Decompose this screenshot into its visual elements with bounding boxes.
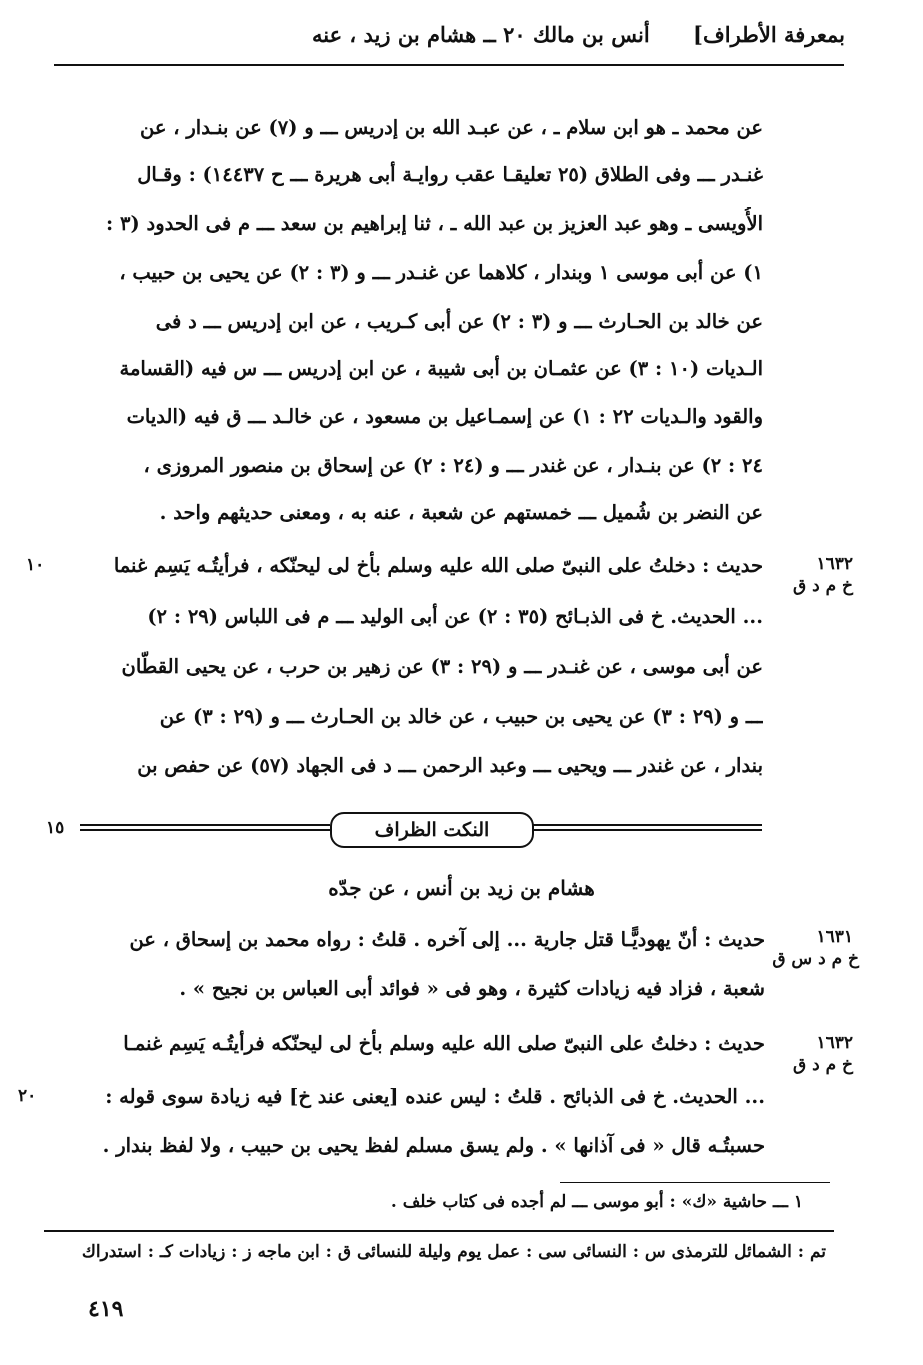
text-line: والقود والـديات ٢٢ : ١) عن إسمـاعيل بن مسعود ، عن خالـد ـــ ق فيه (الديات (126, 405, 763, 428)
footnote-rule (560, 1182, 830, 1183)
line-number-20: ٢٠ (18, 1086, 37, 1106)
banner-rule-right (530, 824, 762, 831)
running-header-right: بمعرفة الأطراف] (693, 22, 845, 47)
footnote: ١ ـــ حاشية «ك» : أبو موسى ـــ لم أجده فى كتاب خلف . (390, 1192, 803, 1212)
text-line: ... الحديث. خ فى الذبـائح (٣٥ : ٢) عن أبى الوليد ـــ م فى اللباس (٢٩ : ٢) (147, 605, 763, 628)
text-line: ـــ و (٢٩ : ٣) عن يحيى بن حبيب ، عن خالد بن الحـارث ـــ و (٢٩ : ٣) عن (159, 705, 763, 728)
text-line: ٢٤ : ٢) عن بنـدار ، عن غندر ـــ و (٢٤ : ٢) عن إسحاق بن منصور المروزى ، (143, 454, 763, 477)
legend-rule (44, 1230, 834, 1232)
entry-codes: خ م د ق (792, 576, 853, 596)
entry-number: ١٦٣٢ (816, 1033, 853, 1053)
running-header-center: أنس بن مالك ٢٠ ــ هشام بن زيد ، عنه (312, 22, 650, 47)
text-line: شعبة ، فزاد فيه زيادات كثيرة ، وهو فى « فوائد أبى العباس بن نجيح » . (179, 977, 765, 1000)
text-line: الأُويسى ـ وهو عبد العزيز بن عبد الله ـ ، ثنا إبراهيم بن سعد ـــ م فى الحدود (٣ : (106, 212, 763, 235)
text-line: ... الحديث. خ فى الذبائح . قلتُ : ليس عنده [يعنى عند خ] فيه زيادة سوى قوله : (105, 1085, 765, 1108)
text-line: حديث : أنّ يهوديًّـا قتل جارية ... إلى آخره . قلتُ : رواه محمد بن إسحاق ، عن (129, 928, 765, 951)
text-line: عن محمد ـ هو ابن سلام ـ ، عن عبـد الله بن إدريس ـــ و (٧) عن بنـدار ، عن (140, 116, 763, 139)
entry-codes: خ م د س ق (772, 949, 859, 969)
header-rule (54, 64, 844, 66)
text-line: الـديات (١٠ : ٣) عن عثمـان بن أبى شيبة ، عن ابن إدريس ـــ س فيه (القسامة (119, 357, 763, 380)
text-line: ١) عن أبى موسى ١ وبندار ، كلاهما عن غنـدر ـــ و (٣ : ٢) عن يحيى بن حبيب ، (119, 261, 763, 284)
entry-number: ١٦٣٢ (816, 554, 853, 574)
entry-number: ١٦٣١ (816, 927, 853, 947)
page-number: ٤١٩ (88, 1296, 124, 1322)
text-line: حديث : دخلتُ على النبىّ صلى الله عليه وسلم بأخ لى ليحنّكه ، فرأيتُـه يَسِم غنما (113, 554, 763, 577)
text-line: عن النضر بن شُميل ـــ خمستهم عن شعبة ، عنه به ، ومعنى حديثهم واحد . (159, 501, 763, 524)
text-line: حديث : دخلتُ على النبىّ صلى الله عليه وسلم بأخ لى ليحنّكه فرأيتُـه يَسِم غنمـا (123, 1032, 765, 1055)
text-line: عن أبى موسى ، عن غنـدر ـــ و (٢٩ : ٣) عن زهير بن حرب ، عن يحيى القطّان (121, 655, 763, 678)
line-number-15: ١٥ (46, 818, 65, 838)
text-line: بندار ، عن غندر ـــ ويحيى ـــ وعبد الرحمن ـــ د فى الجهاد (٥٧) عن حفص بن (137, 754, 763, 777)
line-number-10: ١٠ (26, 555, 45, 575)
abbreviation-legend: تم : الشمائل للترمذى س : النسائى سى : عمل يوم وليلة للنسائى ق : ابن ماجه ز : زيادات كـ : استدراك (81, 1242, 826, 1262)
entry-codes: خ م د ق (792, 1055, 853, 1075)
section-banner (70, 812, 770, 848)
text-line: غنـدر ـــ وفى الطلاق (٢٥ تعليقـا عقب روايـة أبى هريرة ـــ ح ١٤٤٣٧) : وقـال (137, 163, 763, 186)
text-line: عن خالد بن الحـارث ـــ و (٣ : ٢) عن أبى كـريب ، عن ابن إدريس ـــ د فى (155, 310, 763, 333)
section-title: هشام بن زيد بن أنس ، عن جدّه (328, 876, 595, 900)
banner-rule-left (80, 824, 330, 831)
text-line: حسبتُـه قال « فى آذانها » . ولم يسق مسلم لفظ يحيى بن حبيب ، ولا لفظ بندار . (102, 1134, 765, 1157)
banner-title: النكت الظراف (330, 812, 534, 848)
